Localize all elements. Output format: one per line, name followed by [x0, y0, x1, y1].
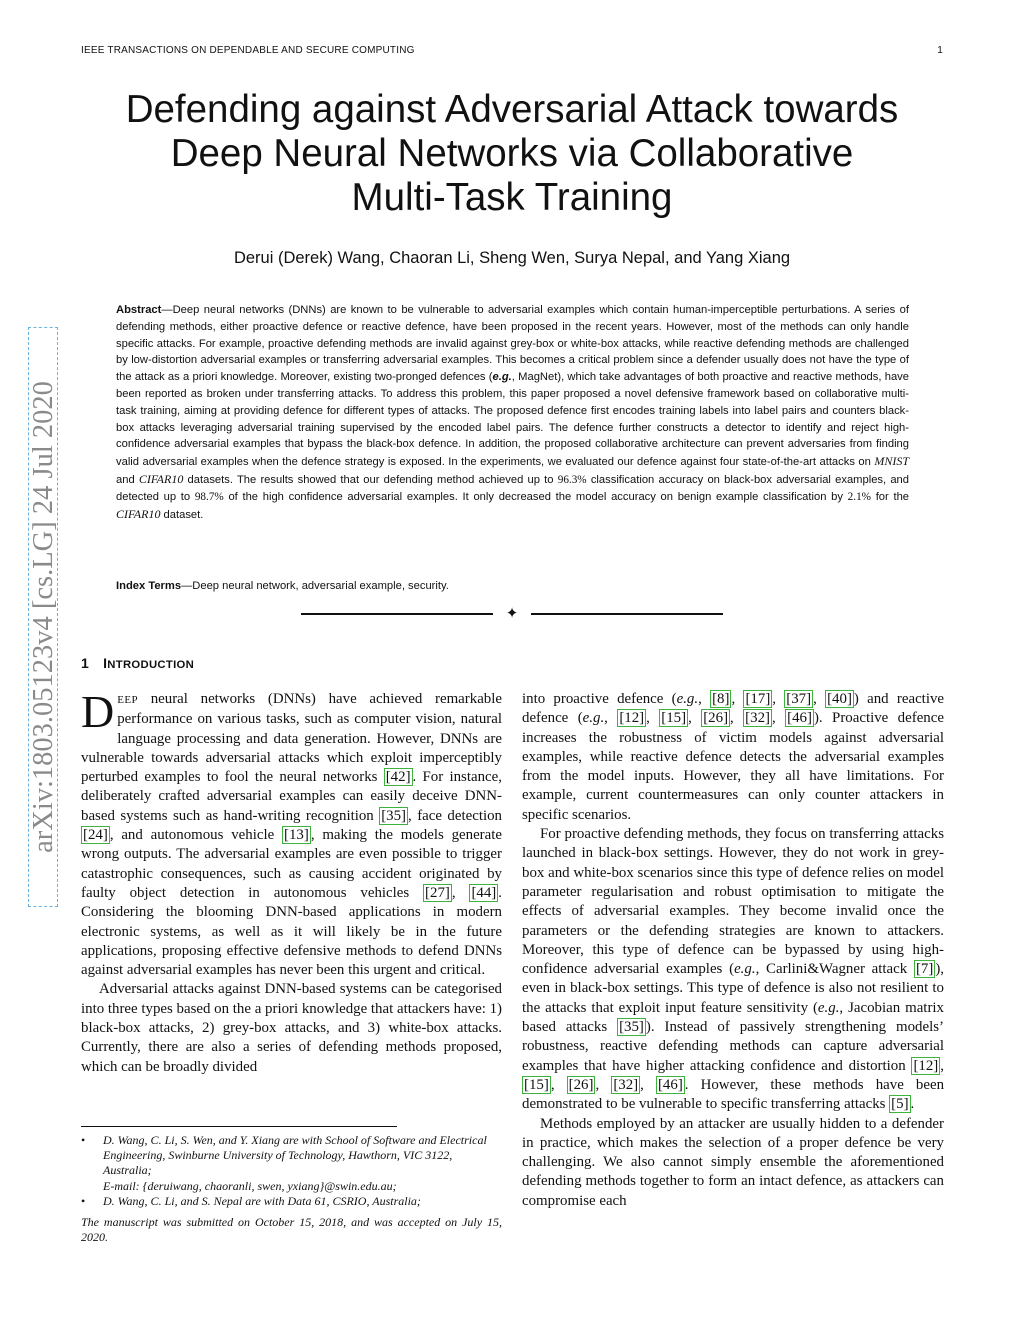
abstract — [116, 302, 909, 523]
footnote-affiliation-1 — [81, 1133, 502, 1194]
page-number: 1 — [937, 45, 943, 56]
arxiv-identifier[interactable]: arXiv:1803.05123v4 [cs.LG] 24 Jul 2020 — [28, 381, 59, 853]
journal-name: IEEE TRANSACTIONS ON DEPENDABLE AND SECURE COMPUTING — [81, 45, 415, 56]
abstract-pct-1: 96.3% — [557, 473, 587, 486]
body-text: . — [910, 1096, 915, 1113]
citation-link[interactable]: [26] — [703, 710, 729, 727]
citation-link[interactable]: [27] — [425, 884, 450, 901]
abstract-and: and — [116, 473, 139, 486]
footnote-text: D. Wang, C. Li, S. Wen, and Y. Xiang are with School of Software and Electrical Engineering, Swinburne University of Technology, Hawthorn, VIC 3122, Australia; — [103, 1133, 487, 1178]
index-terms-text: —Deep neural network, adversarial example, security. — [181, 580, 449, 592]
citation-link[interactable]: [35] — [619, 1019, 644, 1036]
footnotes — [81, 1133, 502, 1245]
index-terms-label: Index Terms — [116, 580, 182, 592]
running-head — [81, 45, 943, 61]
abstract-dash: — — [161, 304, 173, 316]
section-title-rest: NTRODUCTION — [107, 659, 195, 671]
citation-link[interactable]: [13] — [284, 827, 309, 844]
citation-link[interactable]: [46] — [657, 1076, 683, 1093]
left-column — [81, 686, 502, 1077]
bullet-icon: • — [81, 1133, 86, 1147]
abstract-text-5: of the high confidence adversarial examples. It only decreased the model accuracy on benign example classification by — [223, 490, 848, 503]
separator: , — [646, 710, 660, 727]
citation-link[interactable]: [42] — [385, 769, 411, 786]
citation-link[interactable]: [35] — [381, 807, 407, 824]
citation-link[interactable]: [40] — [827, 691, 852, 707]
abstract-text-4: classification accuracy on black-box adversarial examples, and detected up to — [116, 473, 909, 503]
citation-link[interactable]: [8] — [712, 691, 730, 707]
separator: , — [550, 1076, 567, 1093]
separator: , — [730, 710, 744, 727]
small-caps-lead: EEP — [117, 694, 138, 706]
section-heading — [81, 655, 194, 671]
author-list: Derui (Derek) Wang, Chaoran Li, Sheng Wen, Surya Nepal, and Yang Xiang — [233, 249, 791, 267]
abstract-text-2: , MagNet), which take advantages of both proactive and reactive methods, have been reported as broken under transferring attacks. To address this problem, this paper proposed a novel defensive framework based on collaborative multi-task training, aiming at providing defence for different types of attacks. The proposed defence first encodes training labels into label pairs and counters black-box attacks leveraging adversarial training supervised by the encoded label pairs. The defence further constructs a detector to identify and reject high-confidence adversarial examples that bypass the black-box defence. In addition, the proposed collaborative architecture can prevent adversaries from finding valid adversarial examples when the defence strategy is exposed. In the experiments, we evaluated our defence against four state-of-the-art attacks on — [116, 371, 909, 469]
body-text: ), even in black-box settings. This type of defence is also not resilient to the attacks that exploit input feature sensitivity ( — [522, 961, 944, 1016]
abstract-eg: e.g. — [492, 371, 512, 384]
title-line-2: Deep Neural Networks via Collaborative — [170, 132, 854, 175]
separator: , — [595, 1076, 612, 1093]
abstract-text-1: Deep neural networks (DNNs) are known to be vulnerable to adversarial examples which contain human-imperceptible perturbations. A series of defending methods, either proactive defence or reactive defence, have been proposed in the recent years. However, most of the methods can only handle specific attacks. For example, proactive defending methods are invalid against grey-box or white-box attacks, while reactive defending methods are challenged by low-distortion adversarial examples or transferring adversarial examples. This becomes a critical problem since a defender usually does not have the type of the attack as a priori knowledge. Moreover, existing two-pronged defences ( — [116, 304, 909, 384]
footnote-email: E-mail: {deruiwang, chaoranli, swen, yxiang}@swin.edu.au; — [103, 1178, 397, 1193]
body-text: into proactive defence ( — [522, 691, 677, 707]
body-text: . For instance, deliberately crafted adversarial examples can easily deceive DNN-based systems such as hand-writing recognition — [81, 769, 502, 824]
abstract-label: Abstract — [116, 304, 162, 316]
citation-link[interactable]: [12] — [619, 710, 645, 727]
abstract-mnist: MNIST — [874, 454, 909, 469]
section-title-initial: I — [103, 655, 108, 671]
body-text: , making the models generate wrong outputs. The adversarial examples are even possible to trigger catastrophic consequences, such as causing accident originated by faulty object detection in autonomous vehicles — [81, 827, 502, 901]
citation-link[interactable]: [15] — [524, 1076, 549, 1093]
citation-link[interactable]: [26] — [568, 1076, 594, 1093]
paragraph — [522, 690, 944, 825]
citation-link[interactable]: [32] — [745, 710, 770, 727]
separator: , — [772, 691, 785, 707]
eg-abbrev: e.g. — [817, 999, 840, 1016]
footnote-affiliation-2 — [81, 1194, 502, 1209]
ornament-star-icon: ✦ — [505, 605, 519, 622]
citation-link[interactable]: [46] — [787, 710, 812, 727]
arxiv-stamp[interactable] — [24, 327, 64, 907]
separator: , — [688, 710, 702, 727]
separator: , — [813, 691, 826, 707]
footnote-text: D. Wang, C. Li, and S. Nepal are with Data 61, CSRIO, Australia; — [103, 1193, 421, 1208]
body-text: . Considering the blooming DNN-based applications in modern electronic systems, as well as it will likely be in the future applications, proposing effective defensive methods to defend DNNs against adversarial examples has never been this urgent and critical. — [81, 884, 502, 979]
abstract-pct-3: 2.1% — [847, 490, 871, 503]
citation-link[interactable]: [12] — [913, 1057, 939, 1074]
eg-abbrev: e.g. — [734, 961, 756, 978]
abstract-pct-2: 98.7% — [194, 490, 224, 503]
abstract-cifar-2: CIFAR10 — [116, 506, 161, 521]
ornament-divider — [301, 604, 723, 624]
submission-note: The manuscript was submitted on October 15, 2018, and was accepted on July 15, 2020. — [81, 1215, 502, 1245]
body-text: ). Proactive defence increases the robustness of victim models against adversarial examples, while reactive defence detects the adversarial examples from the model inputs. However, they all have limitations. For example, current countermeasures can only counter attackers in specific scenarios. — [522, 710, 944, 823]
abstract-text-7: dataset. — [160, 508, 204, 521]
separator: , — [731, 691, 744, 707]
body-text: , face detection — [408, 807, 502, 824]
citation-link[interactable]: [37] — [786, 691, 812, 707]
bullet-icon: • — [81, 1193, 86, 1208]
citation-link[interactable]: [44] — [471, 884, 497, 901]
citation-link[interactable]: [15] — [661, 710, 687, 727]
drop-cap: D — [81, 686, 115, 737]
body-text: , — [451, 884, 470, 901]
body-text: neural networks (DNNs) have achieved remarkable performance on various tasks, such as computer vision, natural language processing and data generation. However, DNNs are vulnerable towards adversarial attacks which exploit imperceptibly perturbed examples to fool the neural networks — [81, 691, 502, 786]
abstract-cifar: CIFAR10 — [138, 471, 184, 486]
paper-title — [80, 88, 944, 220]
body-text: For proactive defending methods, they focus on transferring attacks launched in black-box settings. However, they do not work in grey-box and white-box scenarios since this type of defence relies on model parameter regularisation and robust optimisation to mitigate the effects of adversarial examples. They become invalid once the parameters or the defending strategies are known to attackers. Moreover, this type of defence can be bypassed by using high-confidence adversarial examples ( — [522, 826, 944, 978]
body-text: . However, these methods have been demonstrated to be vulnerable to specific transferring attacks — [522, 1076, 945, 1113]
abstract-text-6: for the — [870, 490, 910, 503]
paragraph: Adversarial attacks against DNN-based systems can be categorised into three types based on the a priori knowledge that attackers have: 1) black-box attacks, 2) grey-box attacks, and 3) white-box attacks. Currently, there are also a series of defending methods proposed, which can be broadly divided — [81, 981, 502, 1075]
citation-link[interactable]: [17] — [745, 691, 771, 707]
citation-link[interactable]: [7] — [915, 961, 934, 978]
paragraph — [81, 686, 502, 980]
divider-rule-right — [531, 613, 723, 615]
body-text: , Carlini&Wagner attack — [755, 961, 914, 978]
separator: , — [640, 1076, 656, 1093]
body-text: , — [604, 710, 618, 727]
citation-link[interactable]: [5] — [891, 1096, 909, 1113]
eg-abbrev: e.g. — [582, 710, 605, 727]
citation-link[interactable]: [24] — [83, 827, 108, 844]
paragraph — [522, 825, 944, 1114]
citation-link[interactable]: [32] — [613, 1076, 639, 1093]
index-terms — [116, 580, 909, 592]
body-text: ). Instead of passively strengthening models’ robustness, reactive defending methods can capture adversarial examples that have higher attacking confidence and distortion — [522, 1019, 944, 1074]
right-column — [522, 690, 944, 1211]
abstract-text-3: datasets. The results showed that our defending method achieved up to — [183, 473, 558, 486]
divider-rule-left — [301, 613, 493, 615]
footnote-rule — [81, 1126, 397, 1127]
body-text: , and autonomous vehicle — [109, 827, 282, 844]
section-number: 1 — [81, 655, 90, 671]
body-text: , Jacobian matrix based attacks — [522, 999, 944, 1036]
body-text: ) and reactive defence ( — [522, 691, 945, 727]
title-line-1: Defending against Adversarial Attack towards — [125, 88, 899, 131]
body-text: , — [698, 691, 711, 707]
separator: , — [771, 710, 786, 727]
paragraph: Methods employed by an attacker are usually hidden to a defender in practice, which makes the selection of a proper defence be very challenging. We also cannot simply ensemble the aforementioned defending methods together to form an intact defence, as attackers can compromise each — [522, 1115, 944, 1209]
eg-abbrev: e.g. — [676, 691, 699, 707]
separator: , — [940, 1057, 944, 1074]
title-line-3: Multi-Task Training — [351, 176, 673, 219]
